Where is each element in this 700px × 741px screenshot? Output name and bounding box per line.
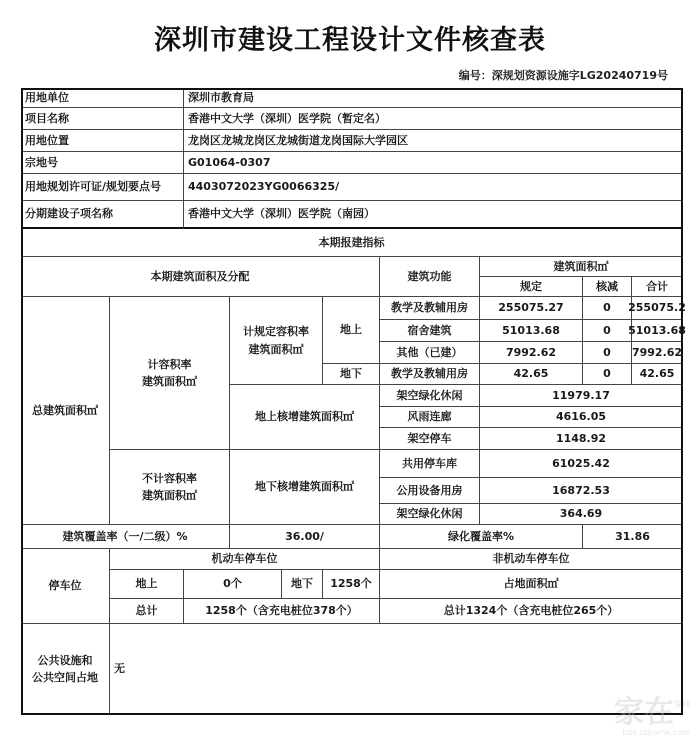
watermark-city: 深圳	[674, 700, 690, 709]
document-number: 编号：深规划资源设施字LG20240719号	[458, 69, 668, 82]
far-row-specified: 51013.68	[480, 320, 583, 342]
far-row-deducted: 0	[583, 297, 632, 320]
far-row-function: 宿舍建筑	[380, 320, 480, 342]
info-value: 香港中文大学（深圳）医学院（暂定名）	[184, 108, 683, 130]
info-value: G01064-0307	[184, 152, 683, 174]
motor-parking-title: 机动车停车位	[110, 549, 380, 570]
far-row-total: 42.65	[632, 364, 683, 385]
nonmotor-parking-title: 非机动车停车位	[380, 549, 683, 570]
info-label: 用地规划许可证/规划要点号	[21, 174, 184, 201]
section-title: 本期报建指标	[21, 229, 683, 257]
header-distribution: 本期建筑面积及分配	[21, 257, 380, 297]
far-row-total: 255075.2	[632, 297, 683, 320]
far-row-specified: 42.65	[480, 364, 583, 385]
building-coverage-value: 36.00/	[230, 525, 380, 549]
header-function: 建筑功能	[380, 257, 480, 297]
green-coverage-value: 31.86	[583, 525, 683, 549]
info-label: 项目名称	[21, 108, 184, 130]
above-added-function: 风雨连廊	[380, 407, 480, 428]
above-added-value: 1148.92	[480, 428, 683, 450]
nonmotor-area-label: 占地面积㎡	[380, 570, 683, 599]
watermark-url: bbs.szhome.com	[622, 728, 690, 737]
watermark-logo	[584, 687, 694, 737]
far-row-deducted: 0	[583, 320, 632, 342]
header-area: 建筑面积㎡	[480, 257, 683, 277]
above-added-function: 架空绿化休闲	[380, 385, 480, 407]
below-added-label: 地下核增建筑面积㎡	[230, 450, 380, 525]
above-ground-label: 地上	[323, 297, 380, 364]
info-label: 分期建设子项名称	[21, 201, 184, 229]
info-value: 龙岗区龙城龙岗区龙城街道龙岗国际大学园区	[184, 130, 683, 152]
info-value: 香港中文大学（深圳）医学院（南园）	[184, 201, 683, 229]
parking-above-value: 0个	[184, 570, 282, 599]
below-added-value: 61025.42	[480, 450, 683, 478]
above-added-value: 11979.17	[480, 385, 683, 407]
parking-total-label: 总计	[110, 599, 184, 624]
below-added-function: 架空绿化休闲	[380, 504, 480, 525]
info-label: 宗地号	[21, 152, 184, 174]
far-row-deducted: 0	[583, 364, 632, 385]
below-added-function: 共用停车库	[380, 450, 480, 478]
total-area-label: 总建筑面积㎡	[21, 297, 110, 525]
below-added-value: 16872.53	[480, 478, 683, 504]
info-label: 用地单位	[21, 88, 184, 108]
far-row-specified: 255075.27	[480, 297, 583, 320]
above-added-function: 架空停车	[380, 428, 480, 450]
green-coverage-label: 绿化覆盖率%	[380, 525, 583, 549]
specified-far-label: 计规定容积率 建筑面积㎡	[230, 297, 323, 385]
above-added-value: 4616.05	[480, 407, 683, 428]
info-value: 深圳市教育局	[184, 88, 683, 108]
far-row-deducted: 0	[583, 342, 632, 364]
far-row-function: 教学及教辅用房	[380, 297, 480, 320]
parking-total-value: 1258个（含充电桩位378个）	[184, 599, 380, 624]
above-added-label: 地上核增建筑面积㎡	[230, 385, 380, 450]
non-far-label: 不计容积率 建筑面积㎡	[110, 450, 230, 525]
parking-label: 停车位	[21, 549, 110, 624]
nonmotor-total: 总计1324个（含充电桩位265个）	[380, 599, 683, 624]
far-row-total: 51013.68	[632, 320, 683, 342]
far-area-label: 计容积率 建筑面积㎡	[110, 297, 230, 450]
watermark-text: 家在	[614, 695, 674, 730]
public-space-label: 公共设施和 公共空间占地	[21, 624, 110, 715]
building-coverage-label: 建筑覆盖率（一/二级）%	[21, 525, 230, 549]
public-space-value: 无	[110, 624, 683, 715]
info-label: 用地位置	[21, 130, 184, 152]
far-row-total: 7992.62	[632, 342, 683, 364]
far-row-specified: 7992.62	[480, 342, 583, 364]
below-added-value: 364.69	[480, 504, 683, 525]
far-row-function: 教学及教辅用房	[380, 364, 480, 385]
below-ground-label: 地下	[323, 364, 380, 385]
parking-below-label: 地下	[282, 570, 323, 599]
far-row-function: 其他（已建）	[380, 342, 480, 364]
parking-below-value: 1258个	[323, 570, 380, 599]
below-added-function: 公用设备用房	[380, 478, 480, 504]
document-title: 深圳市建设工程设计文件核查表	[154, 25, 546, 56]
header-total: 合计	[632, 277, 683, 297]
info-value: 4403072023YG0066325/	[184, 174, 683, 201]
header-deducted: 核减	[583, 277, 632, 297]
parking-above-label: 地上	[110, 570, 184, 599]
header-specified: 规定	[480, 277, 583, 297]
